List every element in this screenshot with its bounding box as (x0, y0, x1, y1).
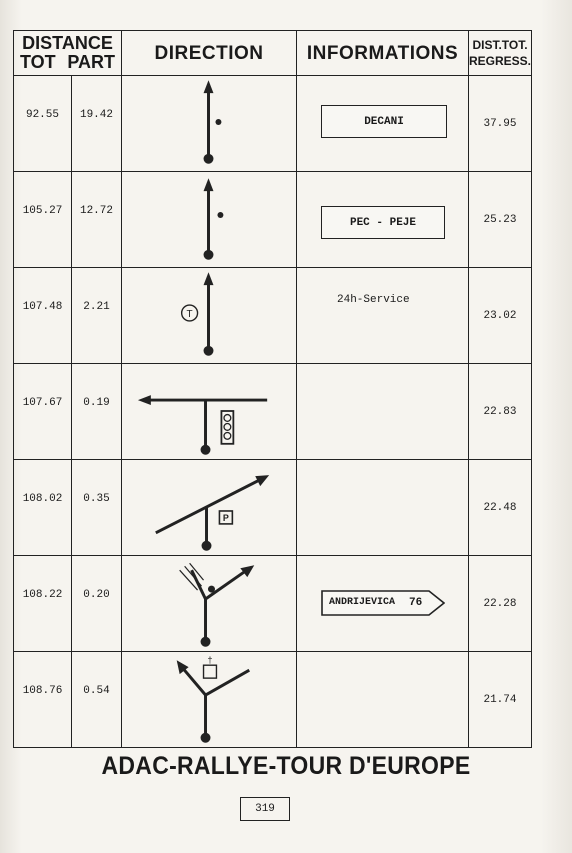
service-note: 24h-Service (337, 294, 410, 306)
part-cell: 0.19 (72, 364, 122, 460)
straight-ahead-diagram (122, 76, 296, 171)
info-cell (297, 76, 469, 172)
part-cell: 19.42 (72, 76, 122, 172)
direction-cell (122, 76, 297, 172)
direction-cell (122, 556, 297, 652)
distance-header-label: DISTANCE (22, 33, 113, 53)
tot-cell: 92.55 (14, 76, 72, 172)
part-cell: 0.35 (72, 460, 122, 556)
rally-title: ADAC-RALLYE-TOUR D'EUROPE (101, 752, 471, 780)
telephone-symbol-letter: T (186, 308, 193, 320)
regress-cell: 21.74 (469, 652, 532, 748)
tot-cell: 107.67 (14, 364, 72, 460)
table-row (14, 364, 532, 460)
tot-cell: 108.02 (14, 460, 72, 556)
direction-sign-destination: ANDRIJEVICA (329, 597, 396, 608)
part-header-label: PART (67, 52, 115, 72)
dist-tot-header-label: DIST.TOT. (472, 38, 528, 52)
informations-header: INFORMATIONS (297, 31, 469, 76)
fork-right-diagram (122, 556, 296, 651)
church-icon (204, 665, 217, 678)
part-cell: 0.20 (72, 556, 122, 652)
fork-left-diagram (122, 652, 296, 747)
regress-cell: 37.95 (469, 76, 532, 172)
regress-cell: 25.23 (469, 172, 532, 268)
part-cell: 0.54 (72, 652, 122, 748)
info-cell (297, 460, 469, 556)
tot-cell: 108.22 (14, 556, 72, 652)
tot-cell: 108.76 (14, 652, 72, 748)
info-cell (297, 268, 469, 364)
regress-cell: 22.28 (469, 556, 532, 652)
regress-cell: 23.02 (469, 268, 532, 364)
direction-cell (122, 172, 297, 268)
tot-cell: 105.27 (14, 172, 72, 268)
church-cross: † (207, 655, 213, 666)
regress-cell: 22.48 (469, 460, 532, 556)
straight-ahead-diagram (122, 172, 296, 267)
bear-right-diagram (122, 460, 296, 555)
direction-cell (122, 652, 297, 748)
table-row (14, 268, 532, 364)
table-row (14, 652, 532, 748)
part-cell: 12.72 (72, 172, 122, 268)
straight-ahead-diagram (122, 268, 296, 363)
roadbook-table (13, 30, 532, 748)
traffic-light-icon (221, 411, 233, 444)
parking-icon-letter: P (222, 512, 229, 523)
turn-left-t-junction-diagram (122, 364, 296, 459)
distance-header (14, 31, 122, 76)
direction-cell (122, 460, 297, 556)
part-cell: 2.21 (72, 268, 122, 364)
direction-cell (122, 364, 297, 460)
town-sign: DECANI (321, 105, 447, 138)
table-row (14, 172, 532, 268)
info-cell (297, 172, 469, 268)
tot-cell: 107.48 (14, 268, 72, 364)
table-row (14, 556, 532, 652)
regress-header-label: REGRESS. (469, 54, 532, 68)
direction-header: DIRECTION (122, 31, 297, 76)
tot-header-label: TOT (20, 52, 56, 72)
table-row (14, 76, 532, 172)
direction-cell (122, 268, 297, 364)
info-cell (297, 556, 469, 652)
town-sign: PEC - PEJE (321, 206, 445, 239)
direction-sign (321, 590, 445, 616)
header-row (14, 31, 532, 76)
table-row (14, 460, 532, 556)
regress-header (469, 31, 532, 76)
info-cell (297, 652, 469, 748)
page-number: 319 (240, 797, 290, 821)
direction-sign-road-number: 76 (409, 597, 423, 609)
regress-cell: 22.83 (469, 364, 532, 460)
info-cell (297, 364, 469, 460)
